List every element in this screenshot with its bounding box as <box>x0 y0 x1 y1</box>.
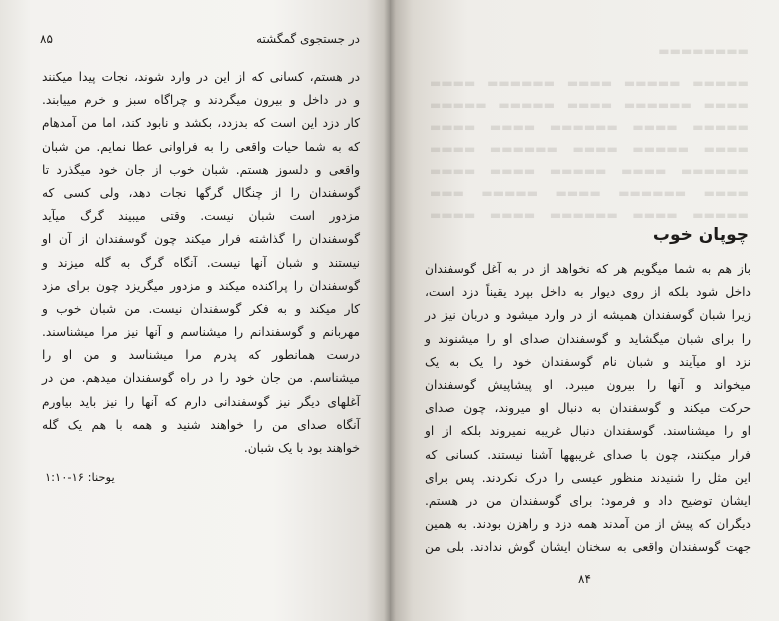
book-gutter <box>384 0 396 621</box>
ghost-line: ▬▬▬▬ ▬▬▬▬▬▬ ▬▬▬▬ ▬▬▬▬▬ ▬▬▬ <box>430 186 749 200</box>
left-page-number: ۸۵ <box>40 32 53 46</box>
text-line: درست همانطور که پدرم مرا میشناسد و من او را <box>42 348 360 363</box>
text-line: دیگران که پیش از من آمدند همه دزد و راهزن بودند. به همین <box>425 517 751 532</box>
text-line: کار میکند و به فکر گوسفندان نیست. من شبان خوب و <box>42 301 360 316</box>
text-line: نیستند و شبان آنها نیست. آنگاه گرگ به گله میزند و <box>42 255 360 270</box>
ghost-line: ▬▬▬▬▬ ▬▬▬▬▬ ▬▬▬▬ ▬▬▬▬▬▬ ▬▬▬▬ <box>430 76 749 90</box>
text-line: واقعی و دلسوز هستم. شبان خوب از جان خود میگذرد تا <box>42 162 360 177</box>
text-line: گوسفندان را گذاشته فرار میکند چون گوسفندان از آن او <box>42 232 360 247</box>
text-line: مهربانم و گوسفندانم را میشناسم و آنها نیز مرا میشناسند. <box>42 325 360 340</box>
ghost-line: ▬▬▬▬▬▬▬▬ <box>658 44 749 58</box>
text-line: این مثل را شنیدند منظور عیسی را درک نکردند. پس برای <box>425 470 751 485</box>
text-line: فرار میکنند، چون با صدای غریبهها آشنا نیستند. کسانی که <box>425 447 751 462</box>
show-through-text <box>430 40 749 230</box>
text-line: حرکت میکند و گوسفندان به دنبال او میروند، چون صدای <box>425 401 751 416</box>
text-line: میشناسم. من جان خود را در راه گوسفندان میدهم. من در <box>42 371 360 386</box>
text-line: باز هم به شما میگویم هر که نخواهد از در به آغل گوسفندان <box>425 262 751 276</box>
text-line: آنگاه صدای من را خواهند شنید و همه با هم یک گله <box>42 417 360 432</box>
right-page <box>390 0 779 621</box>
left-page-header <box>40 32 360 54</box>
left-page-body <box>42 66 360 460</box>
ghost-line: ▬▬▬▬▬ ▬▬▬▬ ▬▬▬▬▬▬ ▬▬▬▬ ▬▬▬▬ <box>430 120 749 134</box>
text-line: گوسفندان را از چنگال گرگها نجات دهد، ولی کسی که <box>42 185 360 200</box>
text-line-last: خواهند بود با یک شبان. <box>243 441 360 455</box>
text-line: در هستم، کسانی که از این در وارد شوند، نجات پیدا میکنند <box>42 70 360 84</box>
ghost-line: ▬▬▬▬▬▬ ▬▬▬▬ ▬▬▬▬▬ ▬▬▬▬ ▬▬▬▬ <box>430 164 749 178</box>
text-line: او را میشناسند. گوسفندان دنبال غریبه نمیروند بلکه از او <box>425 424 751 439</box>
text-line: داخل شود بلکه از روی دیوار به داخل بپرد یقیناً دزد است، <box>425 285 751 300</box>
ghost-line: ▬▬▬▬ ▬▬▬▬▬ ▬▬▬▬ ▬▬▬▬▬▬ ▬▬▬▬ <box>430 142 749 156</box>
text-line: مزدور است شبان نیست. وقتی میبیند گرگ میآید <box>42 209 360 224</box>
scripture-reference: یوحنا: ۱۶-۱:۱۰ <box>45 470 115 484</box>
running-title: در جستجوی گمگشته <box>256 32 360 46</box>
text-line: ایشان توضیح داد و فرمود: برای گوسفندان من در هستم. <box>425 493 751 508</box>
text-line: که به شما حیات واقعی را به فراوانی عطا نمایم. من شبان <box>42 139 360 154</box>
right-page-number: ۸۴ <box>578 572 591 586</box>
ghost-line: ▬▬▬▬▬ ▬▬▬▬ ▬▬▬▬▬▬ ▬▬▬▬ ▬▬▬▬ <box>430 208 749 222</box>
text-line: میخواند و آنها را بیرون میبرد. او پیشاپیش گوسفندان <box>425 377 751 392</box>
right-page-body <box>425 258 751 559</box>
text-line: و در داخل و بیرون میگردند و چراگاه سبز و خرم مییابند. <box>42 93 360 108</box>
text-line: نزد او میآیند و شبان نام گوسفندان خود را یک به یک <box>425 354 751 369</box>
text-line: آغلهای دیگر نیز گوسفندانی دارم که آنها را نیز باید بیاورم <box>42 394 360 409</box>
text-line: گوسفندان را پراکنده میکند و مزدور میگریزد چون برای مزد <box>42 278 360 293</box>
chapter-title: چوپان خوب <box>652 225 749 245</box>
text-line: کار دزد این است که بدزدد، بکشد و نابود کند، اما من آمدهام <box>42 116 360 131</box>
text-line: جهت گوسفندان واقعی به سخنان ایشان گوش ندادند. بلی من <box>425 540 751 555</box>
ghost-line: ▬▬▬▬ ▬▬▬▬▬▬ ▬▬▬▬ ▬▬▬▬▬ ▬▬▬▬▬ <box>430 98 749 112</box>
text-line: را برای شبان میگشاید و گوسفندان صدای او را میشنوند و <box>425 331 751 346</box>
text-line: زیرا شبان گوسفندان همیشه از در وارد میشود و دربان نیز در <box>425 308 751 323</box>
